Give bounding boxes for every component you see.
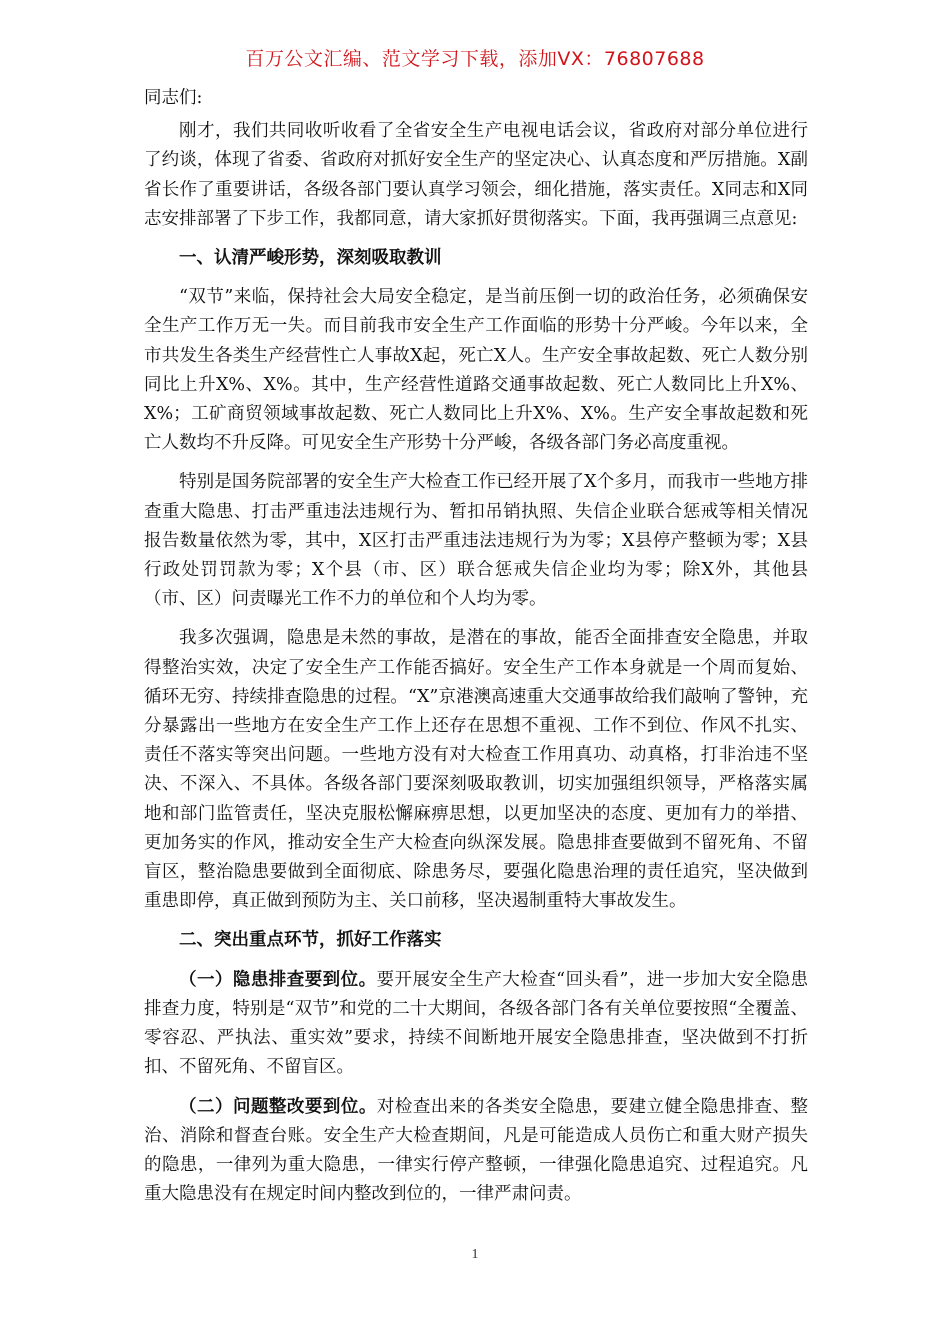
item-1-text: 要开展安全生产大检查“回头看”，进一步加大安全隐患排查力度，特别是“双节”和党的二十大期间，各级各部门各有关单位要按照“全覆盖、零容忍、严执法、重实效”要求，持续不间断地开展安全隐患排查，坚决做到不打折扣、不留死角、不留盲区。 bbox=[144, 969, 808, 1078]
item-2-text: 对检查出来的各类安全隐患，要建立健全隐患排查、整治、消除和督查台账。安全生产大检查期间，凡是可能造成人员伤亡和重大财产损失的隐患，一律列为重大隐患，一律实行停产整顿，一律强化隐患追究、过程追究。凡重大隐患没有在规定时间内整改到位的，一律严肃问责。 bbox=[144, 1096, 809, 1205]
section-2-heading: 二、突出重点环节，抓好工作落实 bbox=[179, 930, 442, 951]
intro-paragraph: 刚才，我们共同收听收看了全省安全生产电视电话会议，省政府对部分单位进行了约谈，体现了省委、省政府对抓好安全生产的坚定决心、认真态度和严厉措施。X副省长作了重要讲话，各级各部门要认真学习领会，细化措施，落实责任。X同志和X同志安排部署了下步工作，我都同意，请大家抓好贯彻落实。下面，我再强调三点意见: bbox=[144, 121, 808, 229]
section-2-item-2 bbox=[144, 1093, 808, 1210]
salutation: 同志们: bbox=[144, 88, 203, 108]
section-1-paragraph-3: 我多次强调，隐患是未然的事故，是潜在的事故，能否全面排查安全隐患，并取得整治实效，决定了安全生产工作能否搞好。安全生产工作本身就是一个周而复始、循环无穷、持续排查隐患的过程。“X”京港澳高速重大交通事故给我们敲响了警钟，充分暴露出一些地方在安全生产工作上还存在思想不重视、工作不到位、作风不扎实、责任不落实等突出问题。一些地方没有对大检查工作用真功、动真格，打非治违不坚决、不深入、不具体。各级各部门要深刻吸取教训，切实加强组织领导，严格落实属地和部门监管责任，坚决克服松懈麻痹思想，以更加坚决的态度、更加有力的举措、更加务实的作风，推动安全生产大检查向纵深发展。隐患排查要做到不留死角、不留盲区，整治隐患要做到全面彻底、除患务尽，要强化隐患治理的责任追究，坚决做到重患即停，真正做到预防为主、关口前移，坚决遏制重特大事故发生。 bbox=[144, 628, 808, 912]
document-body bbox=[144, 84, 808, 1219]
section-2-item-1 bbox=[144, 966, 808, 1083]
page-number: 1 bbox=[471, 1247, 479, 1262]
item-2-lead: （二）问题整改要到位。 bbox=[179, 1096, 377, 1117]
section-1-heading: 一、认清严峻形势，深刻吸取教训 bbox=[179, 248, 442, 269]
download-banner: 百万公文汇编、范文学习下载，添加VX：76807688 bbox=[245, 48, 705, 70]
section-1-paragraph-2: 特别是国务院部署的安全生产大检查工作已经开展了X个多月，而我市一些地方排查重大隐患、打击严重违法违规行为、暂扣吊销执照、失信企业联合惩戒等相关情况报告数量依然为零，其中，X区打击严重违法违规行为为零；X县停产整顿为零；X县行政处罚罚款为零；X个县（市、区）联合惩戒失信企业均为零；除X外，其他县（市、区）问责曝光工作不力的单位和个人均为零。 bbox=[144, 472, 808, 610]
section-1-paragraph-1: “双节”来临，保持社会大局安全稳定，是当前压倒一切的政治任务，必须确保安全生产工作万无一失。而目前我市安全生产工作面临的形势十分严峻。今年以来，全市共发生各类生产经营性亡人事故X起，死亡X人。生产安全事故起数、死亡人数分别同比上升X%、X%。其中，生产经营性道路交通事故起数、死亡人数同比上升X%、X%；工矿商贸领域事故起数、死亡人数同比上升X%、X%。生产安全事故起数和死亡人数均不升反降。可见安全生产形势十分严峻，各级各部门务必高度重视。 bbox=[144, 287, 808, 454]
item-1-lead: （一）隐患排查要到位。 bbox=[179, 969, 377, 990]
